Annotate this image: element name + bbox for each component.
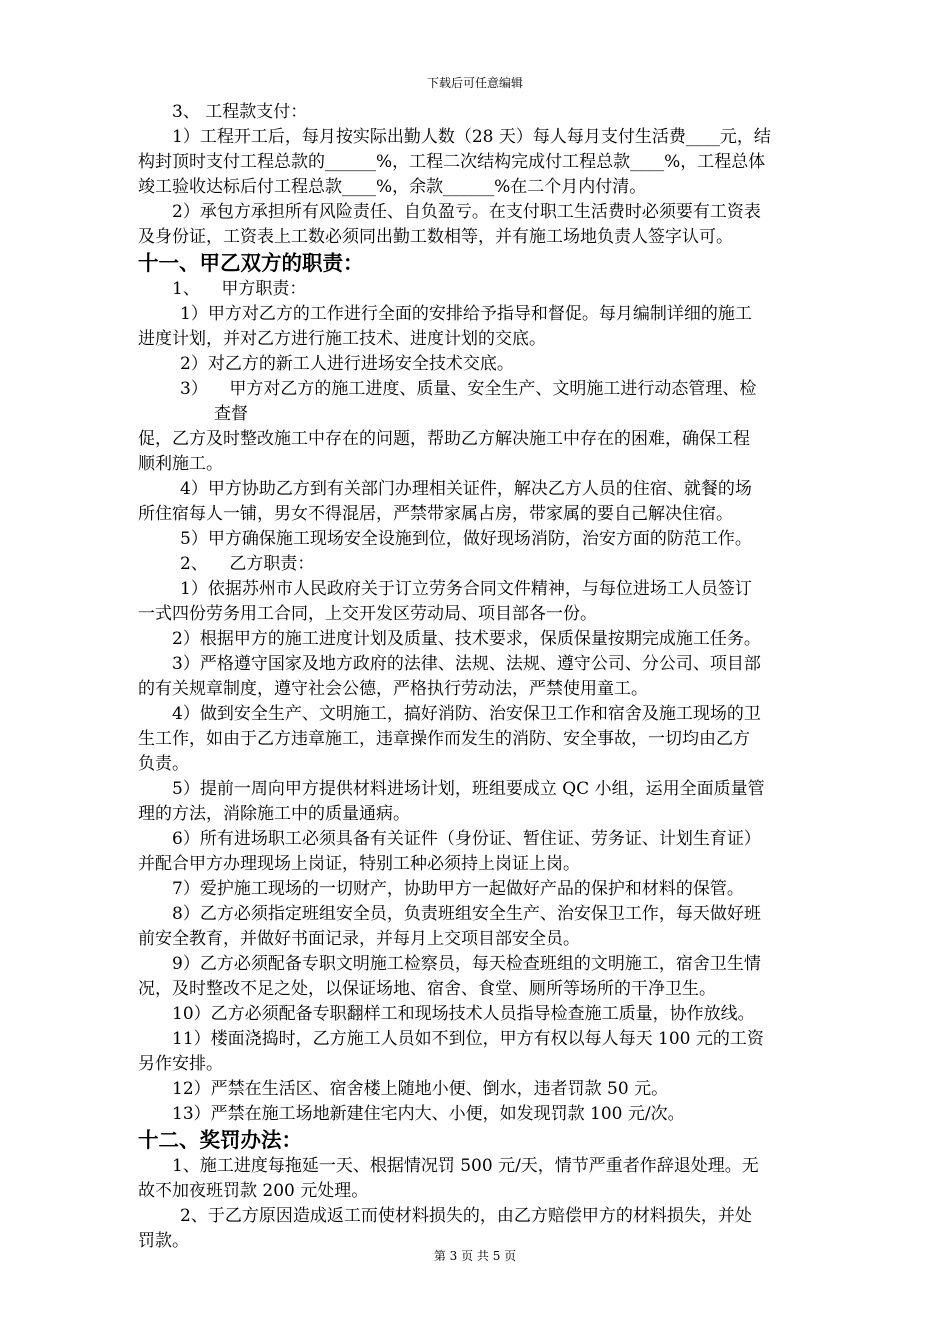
paragraph-line: 4）做到安全生产、文明施工，搞好消防、治安保卫工作和宿舍及施工现场的卫 (172, 704, 761, 724)
paragraph-line: 10）乙方必须配备专职翻样工和现场技术人员指导检查施工质量，协作放线。 (172, 1004, 755, 1024)
paragraph-line: 竣工验收达标后付工程总款____%，余款______%在二个月内付清。 (138, 177, 647, 197)
paragraph-line: 12）严禁在生活区、宿舍楼上随地小便、倒水，违者罚款 50 元。 (172, 1079, 669, 1099)
paragraph-line: 1、 甲方职责： (172, 279, 307, 299)
page-footer: 第 3 页 共 5 页 (433, 1249, 517, 1263)
paragraph-line: 负责。 (138, 754, 189, 774)
paragraph-line: 一式四份劳务用工合同，上交开发区劳动局、项目部各一份。 (138, 604, 597, 624)
paragraph-line: 故不加夜班罚款 200 元处理。 (138, 1181, 369, 1201)
paragraph-line: 11）楼面浇捣时，乙方施工人员如不到位，甲方有权以每人每天 100 元的工资 (172, 1029, 764, 1049)
paragraph-line: 前安全教育，并做好书面记录，并每月上交项目部安全员。 (138, 929, 580, 949)
document-body (138, 100, 838, 1254)
paragraph-line: 的有关规章制度，遵守社会公德，严格执行劳动法，严禁使用童工。 (138, 679, 648, 699)
paragraph-line: 2、于乙方原因造成返工而使材料损失的，由乙方赔偿甲方的材料损失，并处 (180, 1206, 752, 1226)
paragraph-line: 2）根据甲方的施工进度计划及质量、技术要求，保质保量按期完成施工任务。 (172, 629, 761, 649)
paragraph-line: 理的方法，消除施工中的质量通病。 (138, 804, 410, 824)
page-header: 下载后可任意编辑 (426, 76, 523, 90)
paragraph-line: 5）甲方确保施工现场安全设施到位，做好现场消防，治安方面的防范工作。 (180, 529, 752, 549)
paragraph-line: 1）甲方对乙方的工作进行全面的安排给予指导和督促。每月编制详细的施工 (180, 304, 752, 324)
paragraph-line: 3、 工程款支付： (172, 102, 308, 122)
paragraph-line: 5）提前一周向甲方提供材料进场计划，班组要成立 QC 小组，运用全面质量管 (172, 779, 765, 799)
paragraph-line: 6）所有进场职工必须具备有关证件（身份证、暂住证、劳务证、计划生育证） (172, 829, 761, 849)
section-heading: 十一、甲乙双方的职责： (138, 251, 364, 275)
section-heading: 十二、奖罚办法： (138, 1128, 302, 1152)
paragraph-line: 2）承包方承担所有风险责任、自负盈亏。在支付职工生活费时必须要有工资表 (172, 202, 761, 222)
paragraph-line: 1）工程开工后，每月按实际出勤人数（28 天）每人每月支付生活费____元，结 (172, 127, 771, 147)
paragraph-line: 另作安排。 (138, 1054, 223, 1074)
paragraph-line: 生工作，如由于乙方违章施工，违章操作而发生的消防、安全事故，一切均由乙方 (138, 729, 750, 749)
paragraph-line: 查督 (214, 404, 248, 424)
paragraph-line: 1）依据苏州市人民政府关于订立劳务合同文件精神，与每位进场工人员签订 (180, 579, 752, 599)
paragraph-line: 7）爱护施工现场的一切财产，协助甲方一起做好产品的保护和材料的保管。 (172, 879, 744, 899)
paragraph-line: 罚款。 (138, 1231, 189, 1251)
paragraph-line: 3）严格遵守国家及地方政府的法律、法规、法规、遵守公司、分公司、项目部 (172, 654, 761, 674)
paragraph-line: 顺利施工。 (138, 454, 223, 474)
paragraph-line: 及身份证，工资表上工数必须同出勤工数相等，并有施工场地负责人签字认可。 (138, 227, 733, 247)
paragraph-line: 8）乙方必须指定班组安全员，负责班组安全生产、治安保卫工作，每天做好班 (172, 904, 761, 924)
paragraph-line: 促，乙方及时整改施工中存在的问题，帮助乙方解决施工中存在的困难，确保工程 (138, 429, 750, 449)
paragraph-line: 2）对乙方的新工人进行进场安全技术交底。 (180, 354, 514, 374)
paragraph-line: 3） 甲方对乙方的施工进度、质量、安全生产、文明施工进行动态管理、检 (180, 379, 757, 399)
paragraph-line: 构封顶时支付工程总款的______%，工程二次结构完成付工程总款____%，工程总体 (138, 152, 766, 172)
paragraph-line: 进度计划，并对乙方进行施工技术、进度计划的交底。 (138, 329, 546, 349)
paragraph-line: 2、 乙方职责： (180, 554, 315, 574)
paragraph-line: 况，及时整改不足之处，以保证场地、宿舍、食堂、厕所等场所的干净卫生。 (138, 979, 716, 999)
paragraph-line: 13）严禁在施工场地新建住宅内大、小便，如发现罚款 100 元/次。 (172, 1104, 685, 1124)
paragraph-line: 并配合甲方办理现场上岗证，特别工种必须持上岗证上岗。 (138, 854, 580, 874)
paragraph-line: 所住宿每人一铺，男女不得混居，严禁带家属占房，带家属的要自己解决住宿。 (138, 504, 733, 524)
paragraph-line: 1、施工进度每拖延一天、根据情况罚 500 元/天，情节严重者作辞退处理。无 (172, 1156, 759, 1176)
paragraph-line: 4）甲方协助乙方到有关部门办理相关证件，解决乙方人员的住宿、就餐的场 (180, 479, 752, 499)
paragraph-line: 9）乙方必须配备专职文明施工检察员，每天检查班组的文明施工，宿舍卫生情 (172, 954, 761, 974)
